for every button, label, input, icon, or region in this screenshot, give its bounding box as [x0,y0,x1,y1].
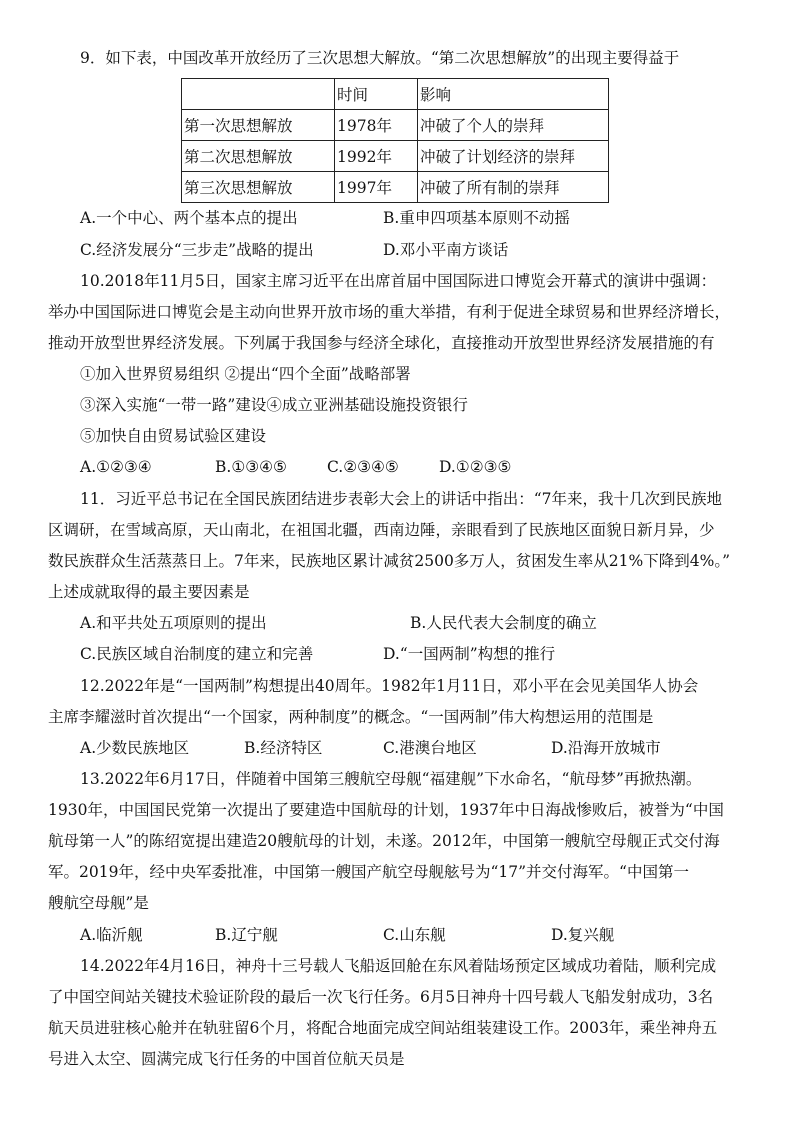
q11-line: 区调研，在雪域高原，天山南北，在祖国北疆，西南边陲，亲眼看到了民族地区面貌日新月异，少 [48,521,715,539]
q11-line: 上述成就取得的最主要因素是 [48,583,250,601]
q14-line: 14.2022年4月16日，神舟十三号载人飞船返回舱在东风着陆场预定区域成功着陆，顺利完成 [80,957,717,975]
q10-option-b: B.①③④⑤ [215,458,287,476]
q12-option-d: D.沿海开放城市 [551,739,661,757]
table-cell: 影响 [418,79,609,110]
table-row [182,172,609,203]
q14-line: 号进入太空、圆满完成飞行任务的中国首位航天员是 [48,1050,405,1068]
q9-option-b: B.重申四项基本原则不动摇 [383,209,570,227]
q14-line: 航天员进驻核心舱并在轨驻留6个月，将配合地面完成空间站组装建设工作。2003年，乘坐神舟五 [48,1019,718,1037]
q10-item: ⑤加快自由贸易试验区建设 [80,427,267,445]
q10-option-a: A.①②③④ [80,458,152,476]
q10-line: 推动开放型世界经济发展。下列属于我国参与经济全球化，直接推动开放型世界经济发展措施的有 [48,334,715,352]
q9-option-d: D.邓小平南方谈话 [383,241,509,259]
q13-option-a: A.临沂舰 [80,926,143,944]
q9-option-c: C.经济发展分“三步走”战略的提出 [80,241,314,259]
q9-table [181,78,609,203]
q13-line: 艘航空母舰”是 [48,894,149,912]
table-cell: 1978年 [335,110,418,141]
table-row [182,141,609,172]
q11-option-c: C.民族区域自治制度的建立和完善 [80,645,314,663]
q10-option-c: C.②③④⑤ [327,458,399,476]
q9-option-a: A.一个中心、两个基本点的提出 [80,209,298,227]
q11-option-d: D.“一国两制”构想的推行 [383,645,556,663]
q13-line: 军。2019年，经中央军委批准，中国第一艘国产航空母舰舷号为“17”并交付海军。“中国第一 [48,863,689,881]
q11-line: 11．习近平总书记在全国民族团结进步表彰大会上的讲话中指出：“7年来，我十几次到民族地 [80,490,723,508]
table-cell: 1997年 [335,172,418,203]
q13-option-d: D.复兴舰 [551,926,615,944]
table-cell: 冲破了计划经济的崇拜 [418,141,609,172]
q10-item: ③深入实施“一带一路”建设④成立亚洲基础设施投资银行 [80,396,468,414]
q10-item: ①加入世界贸易组织 ②提出“四个全面”战略部署 [80,365,411,383]
table-cell: 第一次思想解放 [182,110,335,141]
table-row [182,110,609,141]
q13-line: 1930年，中国国民党第一次提出了要建造中国航母的计划，1937年中日海战惨败后，被誉为“中国 [48,801,724,819]
q9-stem: 9．如下表，中国改革开放经历了三次思想大解放。“第二次思想解放”的出现主要得益于 [80,49,680,67]
q12-option-b: B.经济特区 [244,739,323,757]
table-cell [182,79,335,110]
table-header-row [182,79,609,110]
q12-option-c: C.港澳台地区 [383,739,477,757]
table-cell: 1992年 [335,141,418,172]
table-cell: 第三次思想解放 [182,172,335,203]
table-cell: 第二次思想解放 [182,141,335,172]
q13-line: 13.2022年6月17日，伴随着中国第三艘航空母舰“福建舰”下水命名，“航母梦”再掀热潮。 [80,770,702,788]
q10-line: 10.2018年11月5日，国家主席习近平在出席首届中国国际进口博览会开幕式的演讲中强调： [80,272,717,290]
q13-line: 航母第一人”的陈绍宽提出建造20艘航母的计划，未遂。2012年，中国第一艘航空母舰正式交付海 [48,832,720,850]
table-cell: 冲破了个人的崇拜 [418,110,609,141]
q14-line: 了中国空间站关键技术验证阶段的最后一次飞行任务。6月5日神舟十四号载人飞船发射成功，3名 [48,988,714,1006]
table-cell: 时间 [335,79,418,110]
q11-option-a: A.和平共处五项原则的提出 [80,614,267,632]
q13-option-b: B.辽宁舰 [215,926,278,944]
q13-option-c: C.山东舰 [383,926,446,944]
q12-line: 12.2022年是“一国两制”构想提出40周年。1982年1月11日，邓小平在会见美国华人协会 [80,677,699,695]
q12-option-a: A.少数民族地区 [80,739,190,757]
q12-line: 主席李耀滋时首次提出“一个国家，两种制度”的概念。“一国两制”伟大构想运用的范围是 [48,708,654,726]
q11-option-b: B.人民代表大会制度的确立 [410,614,597,632]
q10-option-d: D.①②③⑤ [439,458,512,476]
table-cell: 冲破了所有制的崇拜 [418,172,609,203]
q10-line: 举办中国国际进口博览会是主动向世界开放市场的重大举措，有利于促进全球贸易和世界经济增长， [48,303,731,321]
q11-line: 数民族群众生活蒸蒸日上。7年来，民族地区累计减贫2500多万人，贫困发生率从21%下降到4%。” [48,552,731,570]
